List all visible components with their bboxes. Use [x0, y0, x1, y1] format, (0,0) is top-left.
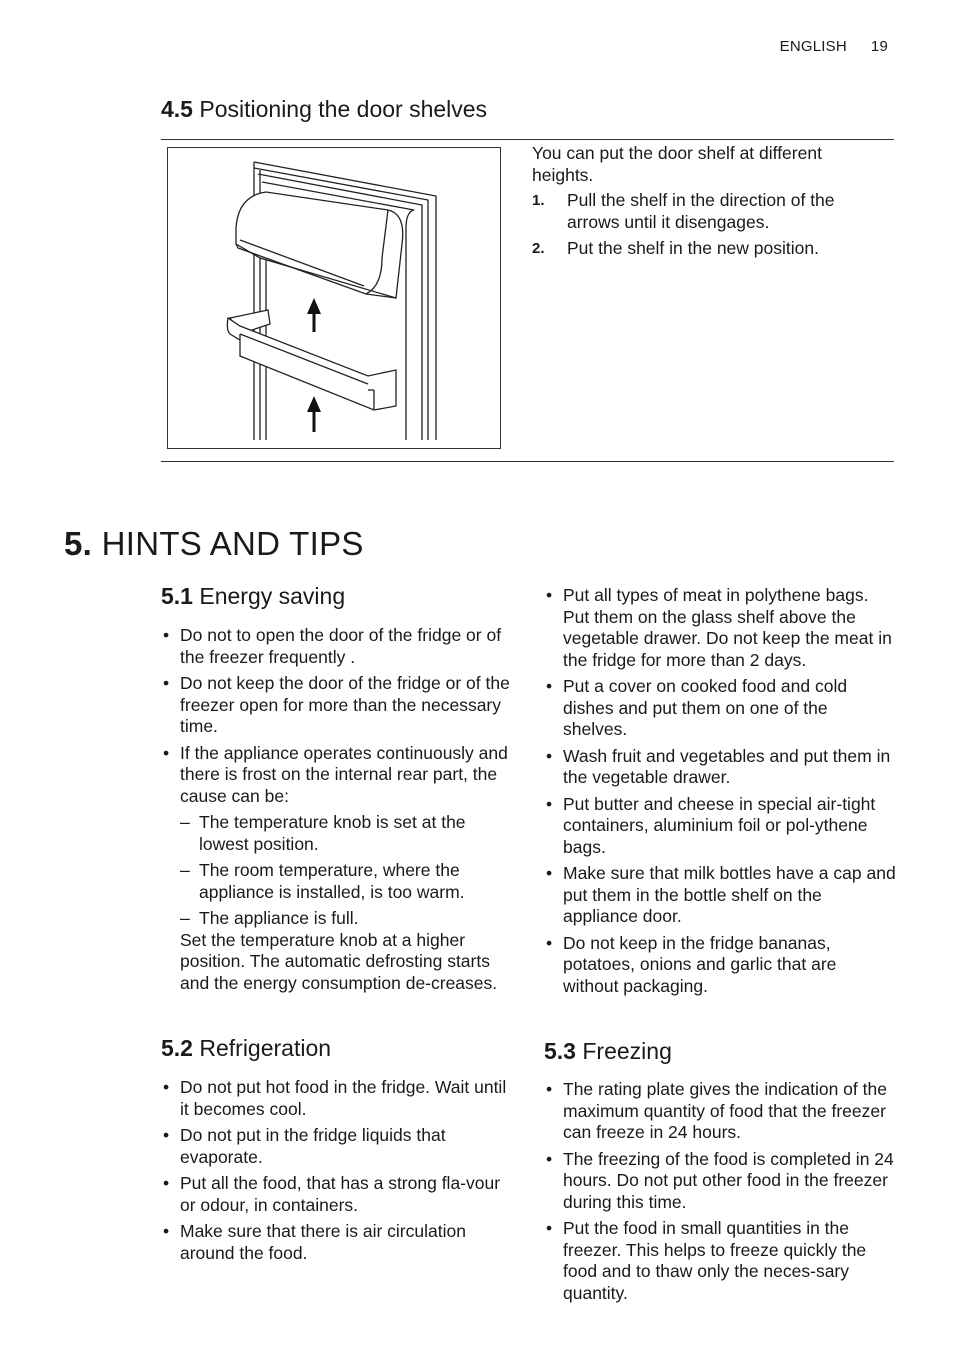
causes-list — [180, 812, 516, 930]
list-item-text: The room temperature, where the appliance is installed, is too warm. — [199, 860, 465, 902]
bullet: • — [546, 745, 553, 766]
list-item — [544, 933, 896, 998]
list-item — [180, 908, 516, 930]
section-title: Freezing — [582, 1038, 672, 1064]
list-item — [180, 860, 516, 903]
list-item — [161, 673, 516, 738]
bullet: • — [546, 1079, 553, 1099]
right-column-body — [544, 585, 896, 1002]
list-item — [544, 1218, 896, 1304]
list-item-text: Put all types of meat in polythene bags. Put them on the glass shelf above the vegetable drawer. Do not keep the meat in the fridge for more than 2 days. — [563, 585, 892, 670]
list-item-text: Do not to open the door of the fridge or of the freezer frequently . — [180, 625, 502, 667]
list-item — [544, 1149, 896, 1214]
section-5-1-body — [161, 625, 516, 999]
list-item — [544, 863, 896, 928]
list-item — [544, 1079, 896, 1144]
list-item — [161, 625, 516, 668]
chapter-title: HINTS AND TIPS — [101, 525, 364, 562]
bullet: • — [163, 1173, 170, 1193]
list-item-text: Make sure that milk bottles have a cap and put them in the bottle shelf on the appliance door. — [563, 863, 896, 926]
list-item-text: Do not put in the fridge liquids that evaporate. — [180, 1125, 446, 1167]
list-item-text: The rating plate gives the indication of the maximum quantity of food that the freezer can freeze in 24 hours. — [563, 1079, 887, 1142]
list-item-text: The freezing of the food is completed in 24 hours. Do not put other food in the freezer during this time. — [563, 1148, 894, 1212]
energy-saving-list — [161, 625, 516, 994]
section-divider-top — [161, 139, 894, 140]
bullet: • — [546, 793, 553, 814]
list-item-text: Do not keep in the fridge bananas, potatoes, onions and garlic that are without packaging. — [563, 932, 837, 996]
list-item-text: Wash fruit and vegetables and put them in the vegetable drawer. — [563, 745, 891, 787]
section-heading-5-3 — [544, 1038, 672, 1065]
steps-list — [532, 190, 872, 260]
bullet: • — [546, 863, 553, 883]
section-heading-5-1 — [161, 583, 345, 610]
section-divider-bottom — [161, 461, 894, 462]
list-item-text: Put butter and cheese in special air-tight containers, aluminium foil or pol-ythene bags. — [563, 793, 876, 857]
list-item-text: Make sure that there is air circulation around the food. — [180, 1221, 466, 1263]
list-item — [544, 676, 896, 741]
dash: – — [180, 860, 190, 880]
list-item — [180, 812, 516, 855]
list-item — [544, 794, 896, 859]
page-number: 19 — [870, 38, 888, 55]
list-item-text: Put a cover on cooked food and cold dishes and put them on one of the shelves. — [563, 676, 848, 739]
bullet: • — [546, 932, 553, 953]
bullet: • — [546, 676, 553, 696]
list-item — [161, 1173, 516, 1216]
list-item-text: Put the food in small quantities in the freezer. This helps to freeze quickly the food and to thaw only the neces-sary quantity. — [563, 1218, 867, 1303]
bullet: • — [546, 1218, 553, 1238]
section-number: 5.2 — [161, 1035, 193, 1061]
list-item — [161, 1125, 516, 1168]
food-storage-list — [544, 585, 896, 997]
list-item — [161, 1077, 516, 1120]
list-item — [532, 190, 872, 233]
section-title: Energy saving — [199, 583, 346, 609]
step-text: Put the shelf in the new position. — [567, 238, 819, 258]
section-5-2-body — [161, 1077, 516, 1269]
step-number: 1. — [532, 192, 545, 209]
bullet: • — [163, 673, 170, 693]
page-header — [780, 38, 888, 55]
list-item — [544, 585, 896, 671]
bullet: • — [163, 1125, 170, 1145]
section-number: 5.1 — [161, 583, 193, 609]
section-number: 5.3 — [544, 1038, 576, 1064]
bullet: • — [163, 625, 170, 645]
followup-paragraph: Set the temperature knob at a higher position. The automatic defrosting starts and the energy consumption de-creases. — [180, 929, 498, 993]
list-item — [544, 746, 896, 789]
list-item — [161, 1221, 516, 1264]
section-title: Refrigeration — [199, 1035, 332, 1061]
section-title: Positioning the door shelves — [199, 96, 488, 122]
bullet: • — [163, 742, 170, 763]
bullet: • — [163, 1221, 170, 1241]
section-5-3-body — [544, 1079, 896, 1309]
list-item — [161, 743, 516, 995]
step-text: Pull the shelf in the direction of the arrows until it disengages. — [567, 190, 835, 232]
freezing-list — [544, 1079, 896, 1304]
list-item-text: If the appliance operates continuously and there is frost on the internal rear part, the cause can be: — [180, 742, 508, 806]
section-heading-4-5 — [161, 96, 487, 123]
chapter-number: 5. — [64, 525, 93, 562]
refrigeration-list — [161, 1077, 516, 1264]
bullet: • — [546, 1148, 553, 1169]
intro-paragraph: You can put the door shelf at different heights. — [532, 143, 822, 185]
section-4-5-text — [532, 143, 872, 265]
list-item-text: Do not keep the door of the fridge or of the freezer open for more than the necessary time. — [180, 673, 510, 736]
dash: – — [180, 908, 190, 928]
list-item-text: Put all the food, that has a strong fla-vour or odour, in containers. — [180, 1173, 501, 1215]
section-number: 4.5 — [161, 96, 193, 122]
list-item-text: The appliance is full. — [199, 908, 359, 928]
list-item — [532, 238, 872, 260]
dash: – — [180, 812, 190, 832]
chapter-heading — [64, 525, 364, 563]
door-shelf-illustration — [167, 147, 501, 449]
step-number: 2. — [532, 240, 545, 257]
bullet: • — [163, 1077, 170, 1097]
bullet: • — [546, 585, 553, 605]
list-item-text: Do not put hot food in the fridge. Wait until it becomes cool. — [180, 1077, 507, 1119]
header-language: ENGLISH — [779, 38, 847, 55]
list-item-text: The temperature knob is set at the lowest position. — [199, 812, 466, 854]
door-shelf-drawing — [168, 148, 500, 448]
section-heading-5-2 — [161, 1035, 331, 1062]
